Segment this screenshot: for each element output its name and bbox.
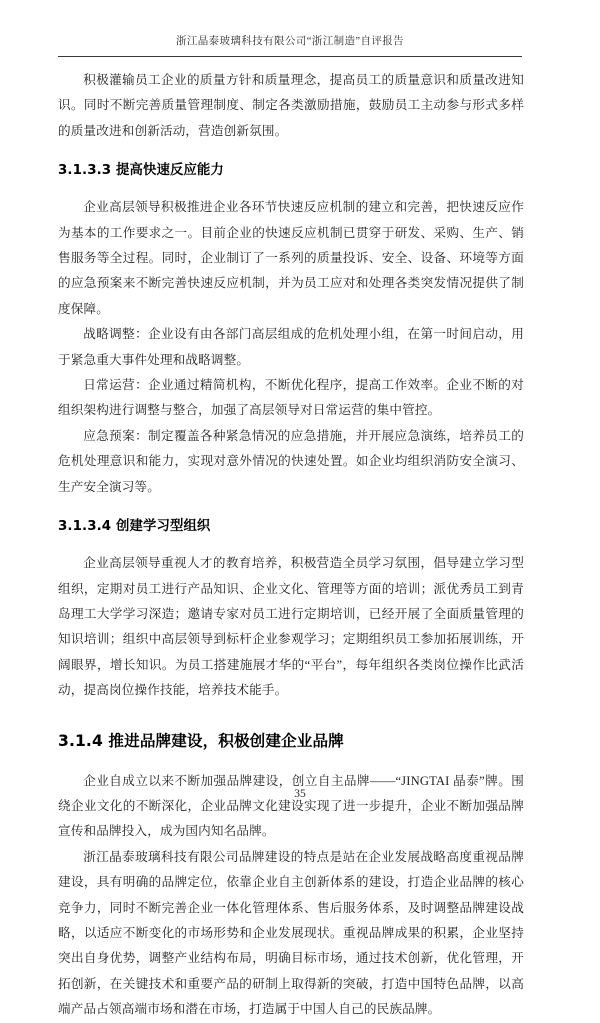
page-footer — [0, 784, 600, 802]
heading-3-1-4: 3.1.4 推进品牌建设，积极创建企业品牌 — [58, 731, 344, 750]
spacer — [58, 537, 524, 551]
paragraph-3133-emergency-plan: 应急预案：制定覆盖各种紧急情况的应急措施，并开展应急演练，培养员工的危机处理意识和能力，实现对意外情况的快速处置。如企业均组织消防安全演习、生产安全演习等。 — [58, 428, 524, 494]
spacer — [58, 144, 524, 161]
spacer — [58, 752, 524, 769]
spacer — [58, 704, 524, 730]
heading-3-1-3-3: 3.1.3.3 提高快速反应能力 — [58, 163, 224, 179]
spacer — [58, 500, 524, 517]
header-divider-rule — [58, 56, 522, 57]
heading-3-1-3-4: 3.1.3.4 创建学习型组织 — [58, 519, 211, 535]
paragraph-3133-rapid-response-mechanism: 企业高层领导积极推进企业各环节快速反应机制的建立和完善，把快速反应作为基本的工作要求之一。目前企业的快速反应机制已贯穿于研发、采购、生产、销售服务等全过程。同时，企业制订了一系列的质量投诉、安全、设备、环境等方面的应急预案来不断完善快速反应机制，并为员工应对和处理各类突发情况提供了制度保障。 — [58, 200, 524, 316]
running-header-text: 浙江晶泰玻璃科技有限公司“浙江制造”自评报告 — [175, 36, 405, 47]
paragraph-314-own-brand: 企业自成立以来不断加强品牌建设，创立自主品牌——“JINGTAI 晶泰”牌。围绕企业文化的不断深化，企业品牌文化建设实现了进一步提升，企业不断加强品牌宣传和品牌投入，成为国内知名品牌。 — [58, 773, 524, 839]
running-header — [58, 33, 522, 48]
page-number: 35 — [294, 788, 306, 800]
paragraph-continued-from-previous-page: 积极灌输员工企业的质量方针和质量理念，提高员工的质量意识和质量改进知识。同时不断完善质量管理制度、制定各类激励措施，鼓励员工主动参与形式多样的质量改进和创新活动，营造创新氛围。 — [58, 73, 524, 138]
spacer — [58, 181, 524, 195]
paragraph-3133-strategy-adjustment: 战略调整：企业设有由各部门高层组成的危机处理小组，在第一时间启动，用于紧急重大事件处理和战略调整。 — [58, 327, 524, 367]
page-content — [58, 68, 524, 1023]
paragraph-3134-learning-organization: 企业高层领导重视人才的教育培养，积极营造全员学习氛围，倡导建立学习型组织，定期对员工进行产品知识、企业文化、管理等方面的培训；派优秀员工到青岛理工大学学习深造；邀请专家对员工进行定期培训，已经开展了全面质量管理的知识培训；组织中高层领导到标杆企业参观学习；定期组织员工参加拓展训练，开阔眼界，增长知识。为员工搭建施展才华的“平台”，每年组织各类岗位操作比武活动，提高岗位操作技能，培养技术能手。 — [58, 556, 524, 698]
paragraph-3133-daily-operations: 日常运营：企业通过精简机构，不断优化程序，提高工作效率。企业不断的对组织架构进行调整与整合，加强了高层领导对日常运营的集中管控。 — [58, 378, 524, 418]
paragraph-314-brand-building-features: 浙江晶泰玻璃科技有限公司品牌建设的特点是站在企业发展战略高度重视品牌建设，具有明确的品牌定位，依靠企业自主创新体系的建设，打造企业品牌的核心竞争力，同时不断完善企业一体化管理体系、售后服务体系，及时调整品牌建设战略，以适应不断变化的市场形势和企业发展现状。重视品牌成果的积累，企业坚持突出自身优势，调整产业结构布局，明确目标市场，通过技术创新，优化管理，开拓创新，在关键技术和重要产品的研制上取得新的突破，打造中国特色品牌，以高端产品占领高端市场和潜在市场，打造属于中国人自己的民族品牌。 — [58, 849, 524, 1017]
